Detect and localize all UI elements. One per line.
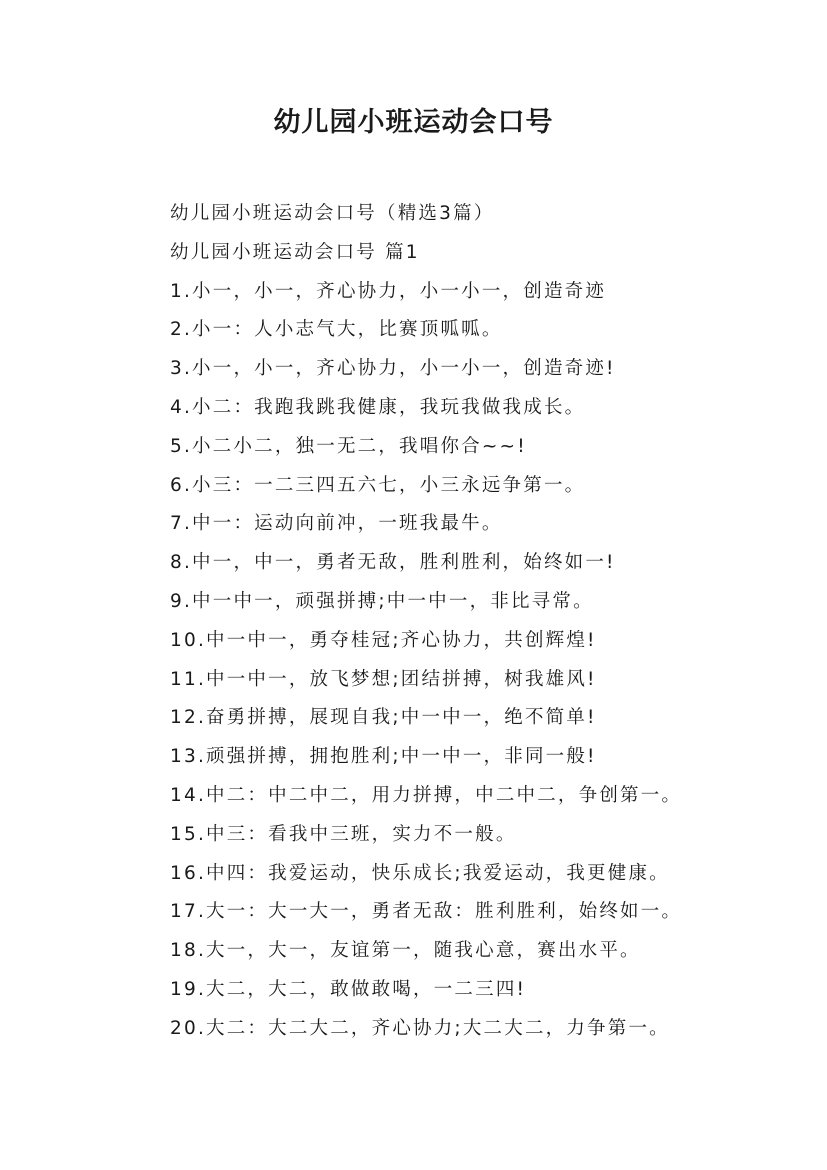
document-subtitle: 幼儿园小班运动会口号（精选3篇） [170, 203, 495, 224]
document-body [170, 195, 810, 1049]
slogan-line: 13.顽强拼搏，拥抱胜利;中一中一，非同一般! [170, 746, 597, 768]
slogan-line: 15.中三：看我中三班，实力不一般。 [170, 823, 517, 845]
slogan-line: 2.小一：人小志气大，比赛顶呱呱。 [170, 319, 503, 341]
slogan-line: 7.中一：运动向前冲，一班我最牛。 [170, 513, 503, 535]
document-title: 幼儿园小班运动会口号 [273, 107, 554, 138]
slogan-line: 1.小一，小一，齐心协力，小一小一，创造奇迹 [170, 280, 607, 302]
slogan-line: 6.小三：一二三四五六七，小三永远争第一。 [170, 474, 586, 496]
slogan-line: 11.中一中一，放飞梦想;团结拼搏，树我雄风! [170, 668, 597, 690]
slogan-line: 17.大一：大一大一，勇者无敌：胜利胜利，始终如一。 [170, 901, 683, 923]
slogan-line: 8.中一，中一，勇者无敌，胜利胜利，始终如一! [170, 552, 616, 574]
section-heading: 幼儿园小班运动会口号 篇1 [170, 241, 420, 263]
slogan-line: 9.中一中一，顽强拼搏;中一中一，非比寻常。 [170, 590, 594, 612]
slogan-line: 18.大一，大一，友谊第一，随我心意，赛出水平。 [170, 940, 641, 962]
slogan-line: 3.小一，小一，齐心协力，小一小一，创造奇迹! [170, 358, 616, 380]
slogan-line: 14.中二：中二中二，用力拼搏，中二中二，争创第一。 [170, 784, 683, 806]
slogan-line: 12.奋勇拼搏，展现自我;中一中一，绝不简单! [170, 707, 597, 729]
slogan-line: 19.大二，大二，敢做敢喝，一二三四! [170, 978, 527, 1000]
slogan-line: 16.中四：我爱运动，快乐成长;我爱运动，我更健康。 [170, 862, 670, 884]
slogan-line: 10.中一中一，勇夺桂冠;齐心协力，共创辉煌! [170, 629, 597, 651]
slogan-line: 5.小二小二，独一无二，我唱你合~~! [170, 435, 527, 457]
slogan-line: 4.小二：我跑我跳我健康，我玩我做我成长。 [170, 396, 586, 418]
slogan-line: 20.大二：大二大二，齐心协力;大二大二，力争第一。 [170, 1017, 670, 1039]
